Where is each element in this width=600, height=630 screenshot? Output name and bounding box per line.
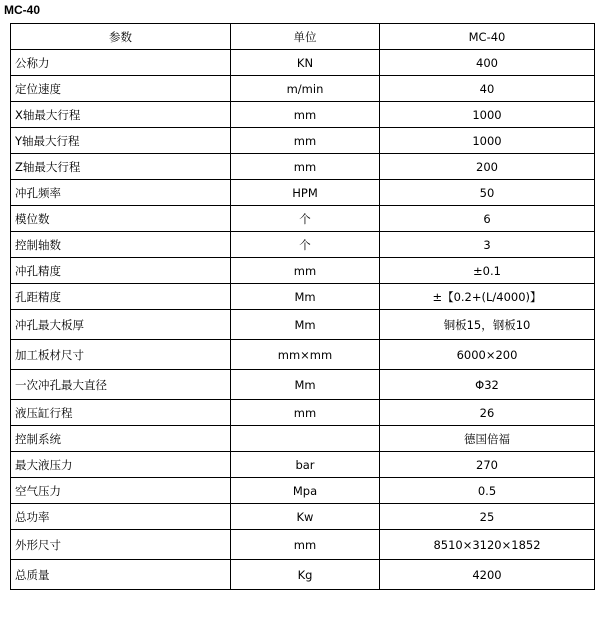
table-row (11, 452, 595, 478)
val-cell: 铜板15，钢板10 (380, 310, 595, 340)
table-row (11, 258, 595, 284)
unit-cell: 个 (231, 232, 380, 258)
spec-table-body (11, 24, 595, 590)
param-cell: 模位数 (11, 206, 231, 232)
table-row (11, 530, 595, 560)
param-cell: Z轴最大行程 (11, 154, 231, 180)
param-cell: 公称力 (11, 50, 231, 76)
table-header-row (11, 24, 595, 50)
unit-cell: m/min (231, 76, 380, 102)
table-row (11, 284, 595, 310)
unit-cell: Mm (231, 370, 380, 400)
val-cell: 40 (380, 76, 595, 102)
table-row (11, 50, 595, 76)
val-cell: Φ32 (380, 370, 595, 400)
unit-cell: Kw (231, 504, 380, 530)
table-row (11, 102, 595, 128)
header-unit: 单位 (231, 24, 380, 50)
param-cell: 总功率 (11, 504, 231, 530)
val-cell: 200 (380, 154, 595, 180)
table-row (11, 478, 595, 504)
table-row (11, 154, 595, 180)
unit-cell: mm (231, 400, 380, 426)
table-row (11, 370, 595, 400)
unit-cell: KN (231, 50, 380, 76)
unit-cell: 个 (231, 206, 380, 232)
unit-cell: mm (231, 258, 380, 284)
val-cell: 6 (380, 206, 595, 232)
val-cell: 400 (380, 50, 595, 76)
unit-cell: HPM (231, 180, 380, 206)
header-param: 参数 (11, 24, 231, 50)
param-cell: 定位速度 (11, 76, 231, 102)
param-cell: 外形尺寸 (11, 530, 231, 560)
param-cell: X轴最大行程 (11, 102, 231, 128)
unit-cell: bar (231, 452, 380, 478)
param-cell: 冲孔最大板厚 (11, 310, 231, 340)
val-cell: 25 (380, 504, 595, 530)
val-cell: 6000×200 (380, 340, 595, 370)
unit-cell: mm (231, 128, 380, 154)
unit-cell: Kg (231, 560, 380, 590)
table-row (11, 180, 595, 206)
val-cell: 50 (380, 180, 595, 206)
document-title: MC-40 (4, 3, 41, 17)
val-cell: 3 (380, 232, 595, 258)
table-row (11, 400, 595, 426)
param-cell: 液压缸行程 (11, 400, 231, 426)
param-cell: 控制轴数 (11, 232, 231, 258)
val-cell: 8510×3120×1852 (380, 530, 595, 560)
param-cell: 空气压力 (11, 478, 231, 504)
unit-cell: mm (231, 530, 380, 560)
table-row (11, 310, 595, 340)
param-cell: 加工板材尺寸 (11, 340, 231, 370)
param-cell: 最大液压力 (11, 452, 231, 478)
spec-table (10, 23, 595, 590)
unit-cell: mm (231, 154, 380, 180)
val-cell: 26 (380, 400, 595, 426)
unit-cell: Mpa (231, 478, 380, 504)
table-row (11, 504, 595, 530)
param-cell: 一次冲孔最大直径 (11, 370, 231, 400)
param-cell: 冲孔频率 (11, 180, 231, 206)
table-row (11, 340, 595, 370)
param-cell: 孔距精度 (11, 284, 231, 310)
val-cell: 0.5 (380, 478, 595, 504)
header-model: MC-40 (380, 24, 595, 50)
val-cell: 1000 (380, 128, 595, 154)
val-cell: 1000 (380, 102, 595, 128)
table-row (11, 128, 595, 154)
unit-cell: mm×mm (231, 340, 380, 370)
val-cell: 德国倍福 (380, 426, 595, 452)
table-row (11, 76, 595, 102)
table-row (11, 206, 595, 232)
param-cell: 总质量 (11, 560, 231, 590)
unit-cell: mm (231, 102, 380, 128)
unit-cell: Mm (231, 284, 380, 310)
param-cell: 冲孔精度 (11, 258, 231, 284)
val-cell: ±【0.2+(L/4000)】 (380, 284, 595, 310)
val-cell: 270 (380, 452, 595, 478)
table-row (11, 232, 595, 258)
table-row (11, 426, 595, 452)
unit-cell (231, 426, 380, 452)
table-row (11, 560, 595, 590)
val-cell: 4200 (380, 560, 595, 590)
param-cell: Y轴最大行程 (11, 128, 231, 154)
val-cell: ±0.1 (380, 258, 595, 284)
unit-cell: Mm (231, 310, 380, 340)
param-cell: 控制系统 (11, 426, 231, 452)
